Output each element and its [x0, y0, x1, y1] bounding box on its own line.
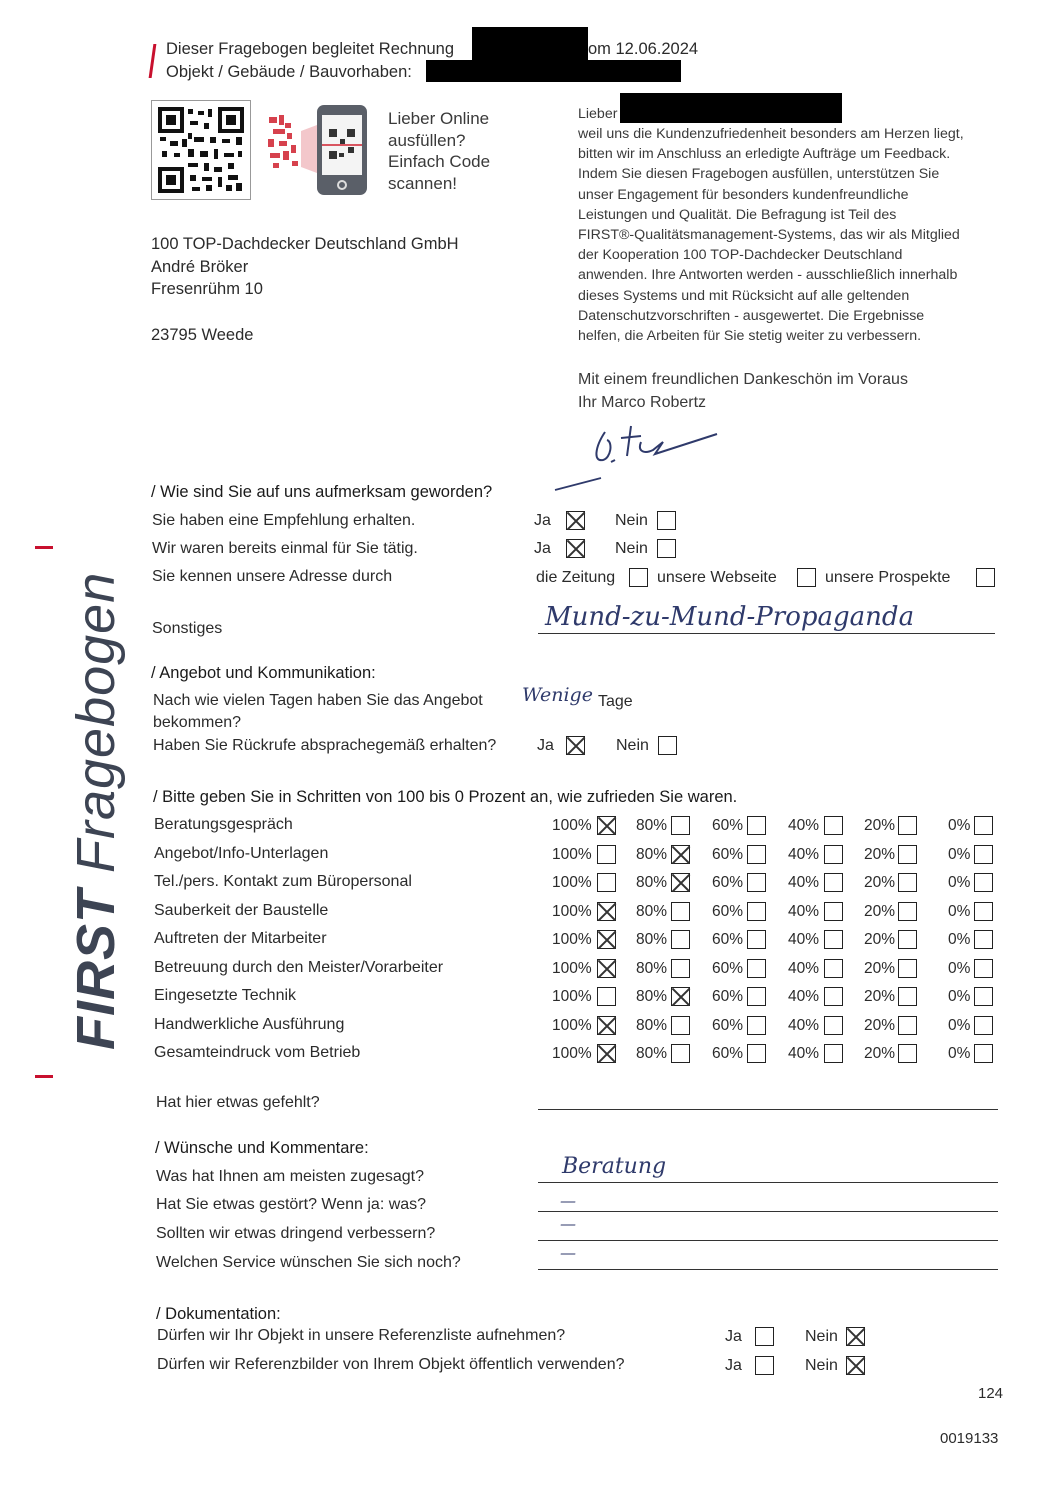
- rating-level-label: 100%: [552, 874, 592, 891]
- qr-prompt-line: Einfach Code: [388, 152, 491, 171]
- rating-checkbox[interactable]: [671, 1044, 690, 1063]
- rating-checkbox[interactable]: [671, 987, 690, 1006]
- s1-q1-yes-label: Ja: [534, 512, 551, 529]
- rating-level-label: 0%: [948, 960, 971, 977]
- rating-level-label: 0%: [948, 874, 971, 891]
- side-accent-top: [35, 546, 53, 549]
- rating-level-label: 20%: [864, 903, 896, 920]
- rating-level-label: 60%: [712, 846, 744, 863]
- rating-level-label: 100%: [552, 903, 592, 920]
- s1-q2-label: Wir waren bereits einmal für Sie tätig.: [152, 540, 418, 557]
- s5-q2-no-label: Nein: [805, 1357, 838, 1374]
- rating-level-label: 100%: [552, 846, 592, 863]
- rating-level-label: 80%: [636, 817, 668, 834]
- rating-checkbox[interactable]: [671, 930, 690, 949]
- rating-level-label: 20%: [864, 1045, 896, 1062]
- rating-level-label: 40%: [788, 817, 820, 834]
- s5-q1-yes-checkbox[interactable]: [755, 1327, 774, 1346]
- section3-title: / Bitte geben Sie in Schritten von 100 bis 0 Prozent an, wie zufrieden Sie waren.: [153, 788, 738, 806]
- rating-checkbox[interactable]: [747, 959, 766, 978]
- section1-title: / Wie sind Sie auf uns aufmerksam geworden?: [151, 483, 493, 501]
- rating-level-label: 80%: [636, 988, 668, 1005]
- rating-checkbox[interactable]: [974, 959, 993, 978]
- redaction-object: [426, 60, 681, 82]
- rating-level-label: 80%: [636, 846, 668, 863]
- rating-checkbox[interactable]: [671, 845, 690, 864]
- rating-level-label: 20%: [864, 1017, 896, 1034]
- side-title: FIRST Fragebogen: [66, 571, 126, 1050]
- rating-checkbox[interactable]: [898, 959, 917, 978]
- rating-row-label: Angebot/Info-Unterlagen: [154, 845, 329, 862]
- rating-checkbox[interactable]: [747, 1044, 766, 1063]
- rating-level-label: 60%: [712, 903, 744, 920]
- rating-checkbox[interactable]: [597, 1016, 616, 1035]
- rating-level-label: 0%: [948, 988, 971, 1005]
- opt-web-checkbox[interactable]: [797, 568, 816, 587]
- s2-q2-yes-checkbox[interactable]: [566, 736, 585, 755]
- s2-q1-answer[interactable]: Wenige: [522, 684, 593, 706]
- s1-q3-label: Sie kennen unsere Adresse durch: [152, 568, 393, 585]
- rating-level-label: 80%: [636, 874, 668, 891]
- letter-line: dieses Systems und mit Rücksicht auf alle geltenden: [578, 287, 910, 304]
- s1-other-label: Sonstiges: [152, 620, 223, 637]
- rating-checkbox[interactable]: [597, 930, 616, 949]
- rating-checkbox[interactable]: [824, 930, 843, 949]
- rating-checkbox[interactable]: [974, 845, 993, 864]
- header-date: om 12.06.2024: [588, 40, 699, 58]
- letter-line: weil uns die Kundenzufriedenheit besonders am Herzen liegt,: [578, 126, 964, 142]
- s4-a3[interactable]: —: [560, 1214, 576, 1233]
- rating-level-label: 20%: [864, 960, 896, 977]
- rating-checkbox[interactable]: [747, 845, 766, 864]
- rating-checkbox[interactable]: [747, 873, 766, 892]
- rating-checkbox[interactable]: [824, 902, 843, 921]
- address-person: André Bröker: [151, 257, 249, 276]
- rating-row-label: Handwerkliche Ausführung: [154, 1016, 345, 1033]
- rating-checkbox[interactable]: [824, 816, 843, 835]
- rating-level-label: 40%: [788, 874, 820, 891]
- rating-checkbox[interactable]: [671, 959, 690, 978]
- rating-level-label: 100%: [552, 931, 592, 948]
- s4-a1[interactable]: Beratung: [562, 1154, 667, 1179]
- phone-scan-icon: [265, 103, 377, 198]
- s4-a1-underline: [538, 1182, 998, 1183]
- letter-line: FIRST®-Qualitätsmanagement-Systems, das wir als Mitglied: [578, 227, 960, 244]
- rating-level-label: 20%: [864, 874, 896, 891]
- address-street: Fresenrühm 10: [151, 280, 263, 298]
- rating-level-label: 40%: [788, 1045, 820, 1062]
- rating-checkbox[interactable]: [974, 1044, 993, 1063]
- s5-q2-label: Dürfen wir Referenzbilder von Ihrem Objekt öffentlich verwenden?: [157, 1356, 625, 1373]
- s5-q1-yes-label: Ja: [725, 1328, 742, 1345]
- rating-checkbox[interactable]: [747, 930, 766, 949]
- rating-level-label: 0%: [948, 1017, 971, 1034]
- s1-q1-yes-checkbox[interactable]: [566, 511, 585, 530]
- signature: [545, 412, 725, 497]
- rating-level-label: 100%: [552, 960, 592, 977]
- section4-title: / Wünsche und Kommentare:: [155, 1139, 369, 1157]
- s4-a4-underline: [538, 1269, 998, 1270]
- rating-level-label: 40%: [788, 903, 820, 920]
- rating-level-label: 80%: [636, 903, 668, 920]
- s1-q2-no-label: Nein: [615, 540, 648, 557]
- s5-q1-label: Dürfen wir Ihr Objekt in unsere Referenzliste aufnehmen?: [157, 1327, 566, 1344]
- s2-q1-label-line2: bekommen?: [153, 714, 242, 731]
- s1-q1-label: Sie haben eine Empfehlung erhalten.: [152, 512, 416, 529]
- rating-checkbox[interactable]: [824, 1016, 843, 1035]
- rating-checkbox[interactable]: [974, 816, 993, 835]
- rating-checkbox[interactable]: [747, 902, 766, 921]
- rating-checkbox[interactable]: [974, 902, 993, 921]
- page-number: 124: [978, 1385, 1004, 1402]
- rating-level-label: 60%: [712, 874, 744, 891]
- s5-q2-no-checkbox[interactable]: [846, 1356, 865, 1375]
- rating-level-label: 100%: [552, 817, 592, 834]
- rating-row-label: Betreuung durch den Meister/Vorarbeiter: [154, 959, 444, 976]
- rating-checkbox[interactable]: [824, 959, 843, 978]
- rating-row-label: Beratungsgespräch: [154, 816, 293, 833]
- s4-a2-underline: [538, 1211, 998, 1212]
- letter-line: unser Engagement für besonders kundenfreundliche: [578, 186, 909, 203]
- rating-level-label: 80%: [636, 960, 668, 977]
- s5-q1-no-label: Nein: [805, 1328, 838, 1345]
- opt-web-label: unsere Webseite: [657, 569, 777, 586]
- rating-checkbox[interactable]: [597, 845, 616, 864]
- rating-level-label: 60%: [712, 988, 744, 1005]
- s2-q2-no-label: Nein: [616, 737, 649, 754]
- rating-level-label: 100%: [552, 1017, 592, 1034]
- rating-checkbox[interactable]: [974, 873, 993, 892]
- rating-level-label: 0%: [948, 1045, 971, 1062]
- s2-q2-no-checkbox[interactable]: [658, 736, 677, 755]
- rating-checkbox[interactable]: [671, 816, 690, 835]
- s4-q2-label: Hat Sie etwas gestört? Wenn ja: was?: [156, 1196, 427, 1213]
- qr-prompt-line: scannen!: [388, 173, 457, 193]
- rating-level-label: 80%: [636, 931, 668, 948]
- s1-q1-no-label: Nein: [615, 512, 648, 529]
- rating-level-label: 60%: [712, 817, 744, 834]
- qr-prompt-line: ausfüllen?: [388, 130, 466, 150]
- document-number: 0019133: [940, 1430, 999, 1447]
- qr-prompt: [388, 108, 490, 194]
- rating-level-label: 100%: [552, 1045, 592, 1062]
- s3-missing-label: Hat hier etwas gefehlt?: [156, 1094, 320, 1111]
- s5-q1-no-checkbox[interactable]: [846, 1327, 865, 1346]
- rating-checkbox[interactable]: [974, 1016, 993, 1035]
- header-accent: [149, 44, 157, 78]
- rating-checkbox[interactable]: [974, 987, 993, 1006]
- opt-prospekte-checkbox[interactable]: [976, 568, 995, 587]
- letter-line: helfen, die Arbeiten für Sie stetig weiter zu verbessern.: [578, 328, 922, 345]
- qr-prompt-line: Lieber Online: [388, 109, 490, 128]
- s1-q2-yes-label: Ja: [534, 540, 551, 557]
- address-block: [151, 233, 459, 346]
- side-accent-bottom: [35, 1075, 53, 1078]
- rating-row-label: Auftreten der Mitarbeiter: [154, 930, 327, 947]
- rating-row-label: Sauberkeit der Baustelle: [154, 902, 329, 919]
- s4-q4-label: Welchen Service wünschen Sie sich noch?: [156, 1254, 461, 1271]
- redaction-invoice: [472, 27, 588, 61]
- rating-checkbox[interactable]: [898, 816, 917, 835]
- letter-body: [578, 124, 964, 346]
- rating-checkbox[interactable]: [898, 930, 917, 949]
- rating-checkbox[interactable]: [747, 987, 766, 1006]
- rating-level-label: 20%: [864, 988, 896, 1005]
- rating-level-label: 60%: [712, 931, 744, 948]
- rating-checkbox[interactable]: [898, 845, 917, 864]
- rating-level-label: 0%: [948, 903, 971, 920]
- rating-level-label: 40%: [788, 846, 820, 863]
- s4-q1-label: Was hat Ihnen am meisten zugesagt?: [156, 1168, 424, 1185]
- s1-q1-no-checkbox[interactable]: [657, 511, 676, 530]
- rating-checkbox[interactable]: [898, 902, 917, 921]
- rating-checkbox[interactable]: [824, 1044, 843, 1063]
- rating-checkbox[interactable]: [597, 902, 616, 921]
- s4-q3-label: Sollten wir etwas dringend verbessern?: [156, 1225, 436, 1242]
- rating-level-label: 0%: [948, 846, 971, 863]
- s1-q2-no-checkbox[interactable]: [657, 539, 676, 558]
- rating-level-label: 60%: [712, 960, 744, 977]
- rating-level-label: 20%: [864, 931, 896, 948]
- s4-a4[interactable]: —: [560, 1243, 576, 1262]
- address-city: 23795 Weede: [151, 325, 254, 344]
- rating-checkbox[interactable]: [974, 930, 993, 949]
- rating-checkbox[interactable]: [747, 816, 766, 835]
- rating-checkbox[interactable]: [597, 816, 616, 835]
- rating-level-label: 40%: [788, 931, 820, 948]
- rating-level-label: 80%: [636, 1017, 668, 1034]
- opt-prospekte-label: unsere Prospekte: [825, 569, 951, 586]
- rating-checkbox[interactable]: [824, 987, 843, 1006]
- address-company: 100 TOP-Dachdecker Deutschland GmbH: [151, 235, 459, 253]
- rating-checkbox[interactable]: [597, 987, 616, 1006]
- opt-zeitung-label: die Zeitung: [536, 569, 616, 586]
- rating-checkbox[interactable]: [747, 1016, 766, 1035]
- rating-level-label: 40%: [788, 960, 820, 977]
- rating-checkbox[interactable]: [671, 902, 690, 921]
- s2-q1-unit: Tage: [598, 693, 633, 710]
- s4-a3-underline: [538, 1240, 998, 1241]
- letter-line: Datenschutzvorschriften - ausgewertet. Die Ergebnisse: [578, 307, 925, 324]
- rating-checkbox[interactable]: [898, 1016, 917, 1035]
- letter-salutation: Lieber: [578, 106, 618, 122]
- rating-checkbox[interactable]: [671, 1016, 690, 1035]
- s5-q2-yes-label: Ja: [725, 1357, 742, 1374]
- rating-level-label: 40%: [788, 988, 820, 1005]
- rating-level-label: 20%: [864, 846, 896, 863]
- rating-level-label: 100%: [552, 988, 592, 1005]
- s1-other-value[interactable]: Mund-zu-Mund-Propaganda: [545, 602, 915, 632]
- letter-line: der Kooperation 100 TOP-Dachdecker Deutschland: [578, 247, 903, 264]
- s5-q2-yes-checkbox[interactable]: [755, 1356, 774, 1375]
- s2-q1-label-line1: Nach wie vielen Tagen haben Sie das Angebot: [153, 692, 483, 709]
- letter-line: bitten wir im Anschluss an erledigte Aufträge um Feedback.: [578, 146, 951, 163]
- rating-level-label: 80%: [636, 1045, 668, 1062]
- rating-checkbox[interactable]: [597, 1044, 616, 1063]
- s4-a2[interactable]: —: [560, 1191, 576, 1210]
- section5-title: / Dokumentation:: [156, 1305, 281, 1323]
- s2-q2-yes-label: Ja: [537, 737, 554, 754]
- rating-row-label: Gesamteindruck vom Betrieb: [154, 1044, 361, 1061]
- rating-checkbox[interactable]: [824, 873, 843, 892]
- letter-line: Indem Sie diesen Fragebogen ausfüllen, unterstützen Sie: [578, 166, 940, 183]
- rating-level-label: 20%: [864, 817, 896, 834]
- letter-signer: Ihr Marco Robertz: [578, 394, 707, 411]
- letter-line: anwenden. Ihre Antworten werden - ausschließlich innerhalb: [578, 267, 958, 284]
- opt-zeitung-checkbox[interactable]: [629, 568, 648, 587]
- letter-closing: Mit einem freundlichen Dankeschön im Voraus: [578, 371, 908, 388]
- rating-level-label: 0%: [948, 817, 971, 834]
- header-line1: Dieser Fragebogen begleitet Rechnung: [166, 40, 455, 58]
- rating-checkbox[interactable]: [824, 845, 843, 864]
- s1-other-underline: [538, 633, 995, 634]
- rating-level-label: 40%: [788, 1017, 820, 1034]
- rating-checkbox[interactable]: [898, 987, 917, 1006]
- rating-checkbox[interactable]: [671, 873, 690, 892]
- s1-q2-yes-checkbox[interactable]: [566, 539, 585, 558]
- header-line2: Objekt / Gebäude / Bauvorhaben:: [166, 63, 412, 81]
- redaction-recipient: [620, 93, 842, 123]
- s3-missing-underline: [538, 1109, 998, 1110]
- s2-q2-label: Haben Sie Rückrufe absprachegemäß erhalten?: [153, 737, 497, 754]
- rating-row-label: Eingesetzte Technik: [154, 987, 297, 1004]
- rating-checkbox[interactable]: [597, 959, 616, 978]
- letter-line: Leistungen und Qualität. Die Befragung ist Teil des: [578, 206, 897, 223]
- rating-level-label: 60%: [712, 1045, 744, 1062]
- rating-level-label: 0%: [948, 931, 971, 948]
- qr-code[interactable]: [151, 100, 251, 200]
- section2-title: / Angebot und Kommunikation:: [151, 664, 376, 682]
- rating-checkbox[interactable]: [597, 873, 616, 892]
- rating-checkbox[interactable]: [898, 873, 917, 892]
- rating-level-label: 60%: [712, 1017, 744, 1034]
- rating-row-label: Tel./pers. Kontakt zum Büropersonal: [154, 873, 412, 890]
- rating-checkbox[interactable]: [898, 1044, 917, 1063]
